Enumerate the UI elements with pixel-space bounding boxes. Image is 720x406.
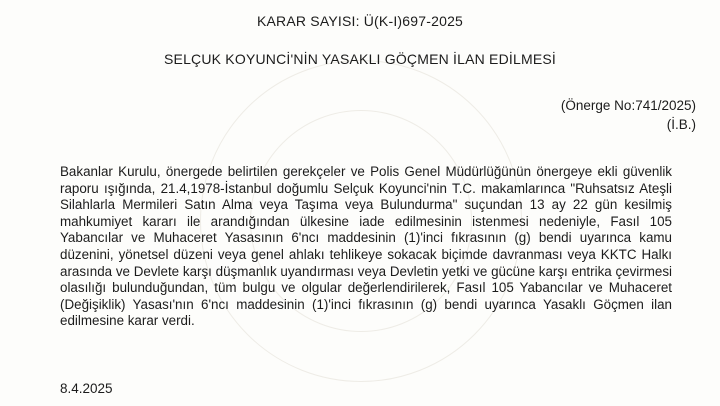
ministry-code: (İ.B.) <box>666 117 696 132</box>
motion-number: (Önerge No:741/2025) <box>560 98 696 113</box>
decision-number: KARAR SAYISI: Ü(K-I)697-2025 <box>256 13 464 29</box>
decision-date: 8.4.2025 <box>60 381 113 396</box>
decision-body: Bakanlar Kurulu, önergede belirtilen gerekçeler ve Polis Genel Müdürlüğünün önergeye ekli güvenlik raporu ışığında, 21.4,1978-İstanbul doğumlu Selçuk Koyunci'nin T.C. makamlarınca "Ruhsatsız Ateşli Silahlarla Mermileri Satın Alma veya Taşıma veya Bulundurma" suçundan 13 ay 22 gün kesilmiş mahkumiyet kararı ile arandığından ülkesine iade edilmesinin istenmesi nedeniyle, Fasıl 105 Yabancılar ve Muhaceret Yasasının 6'ncı maddesinin (1)'inci fıkrasının (g) bendi uyarınca kamu düzenini, yönetsel düzeni veya genel ahlakı tehlikeye sokacak biçimde davranması veya KKTC Halkı arasında ve Devlete karşı düşmanlık uyandırması veya Devletin yetki ve gücüne karşı entrika çevirmesi olasılığı bulunduğundan, tüm bulgu ve olgular değerlendirilerek, Fasıl 105 Yabancılar ve Muhaceret (Değişiklik) Yasası'nın 6'ncı maddesinin (1)'inci fıkrasının (g) bendi uyarınca Yasaklı Göçmen ilan edilmesine karar verdi. <box>60 164 672 329</box>
decision-subject: SELÇUK KOYUNCİ'NİN YASAKLI GÖÇMEN İLAN EDİLMESİ <box>164 51 556 67</box>
